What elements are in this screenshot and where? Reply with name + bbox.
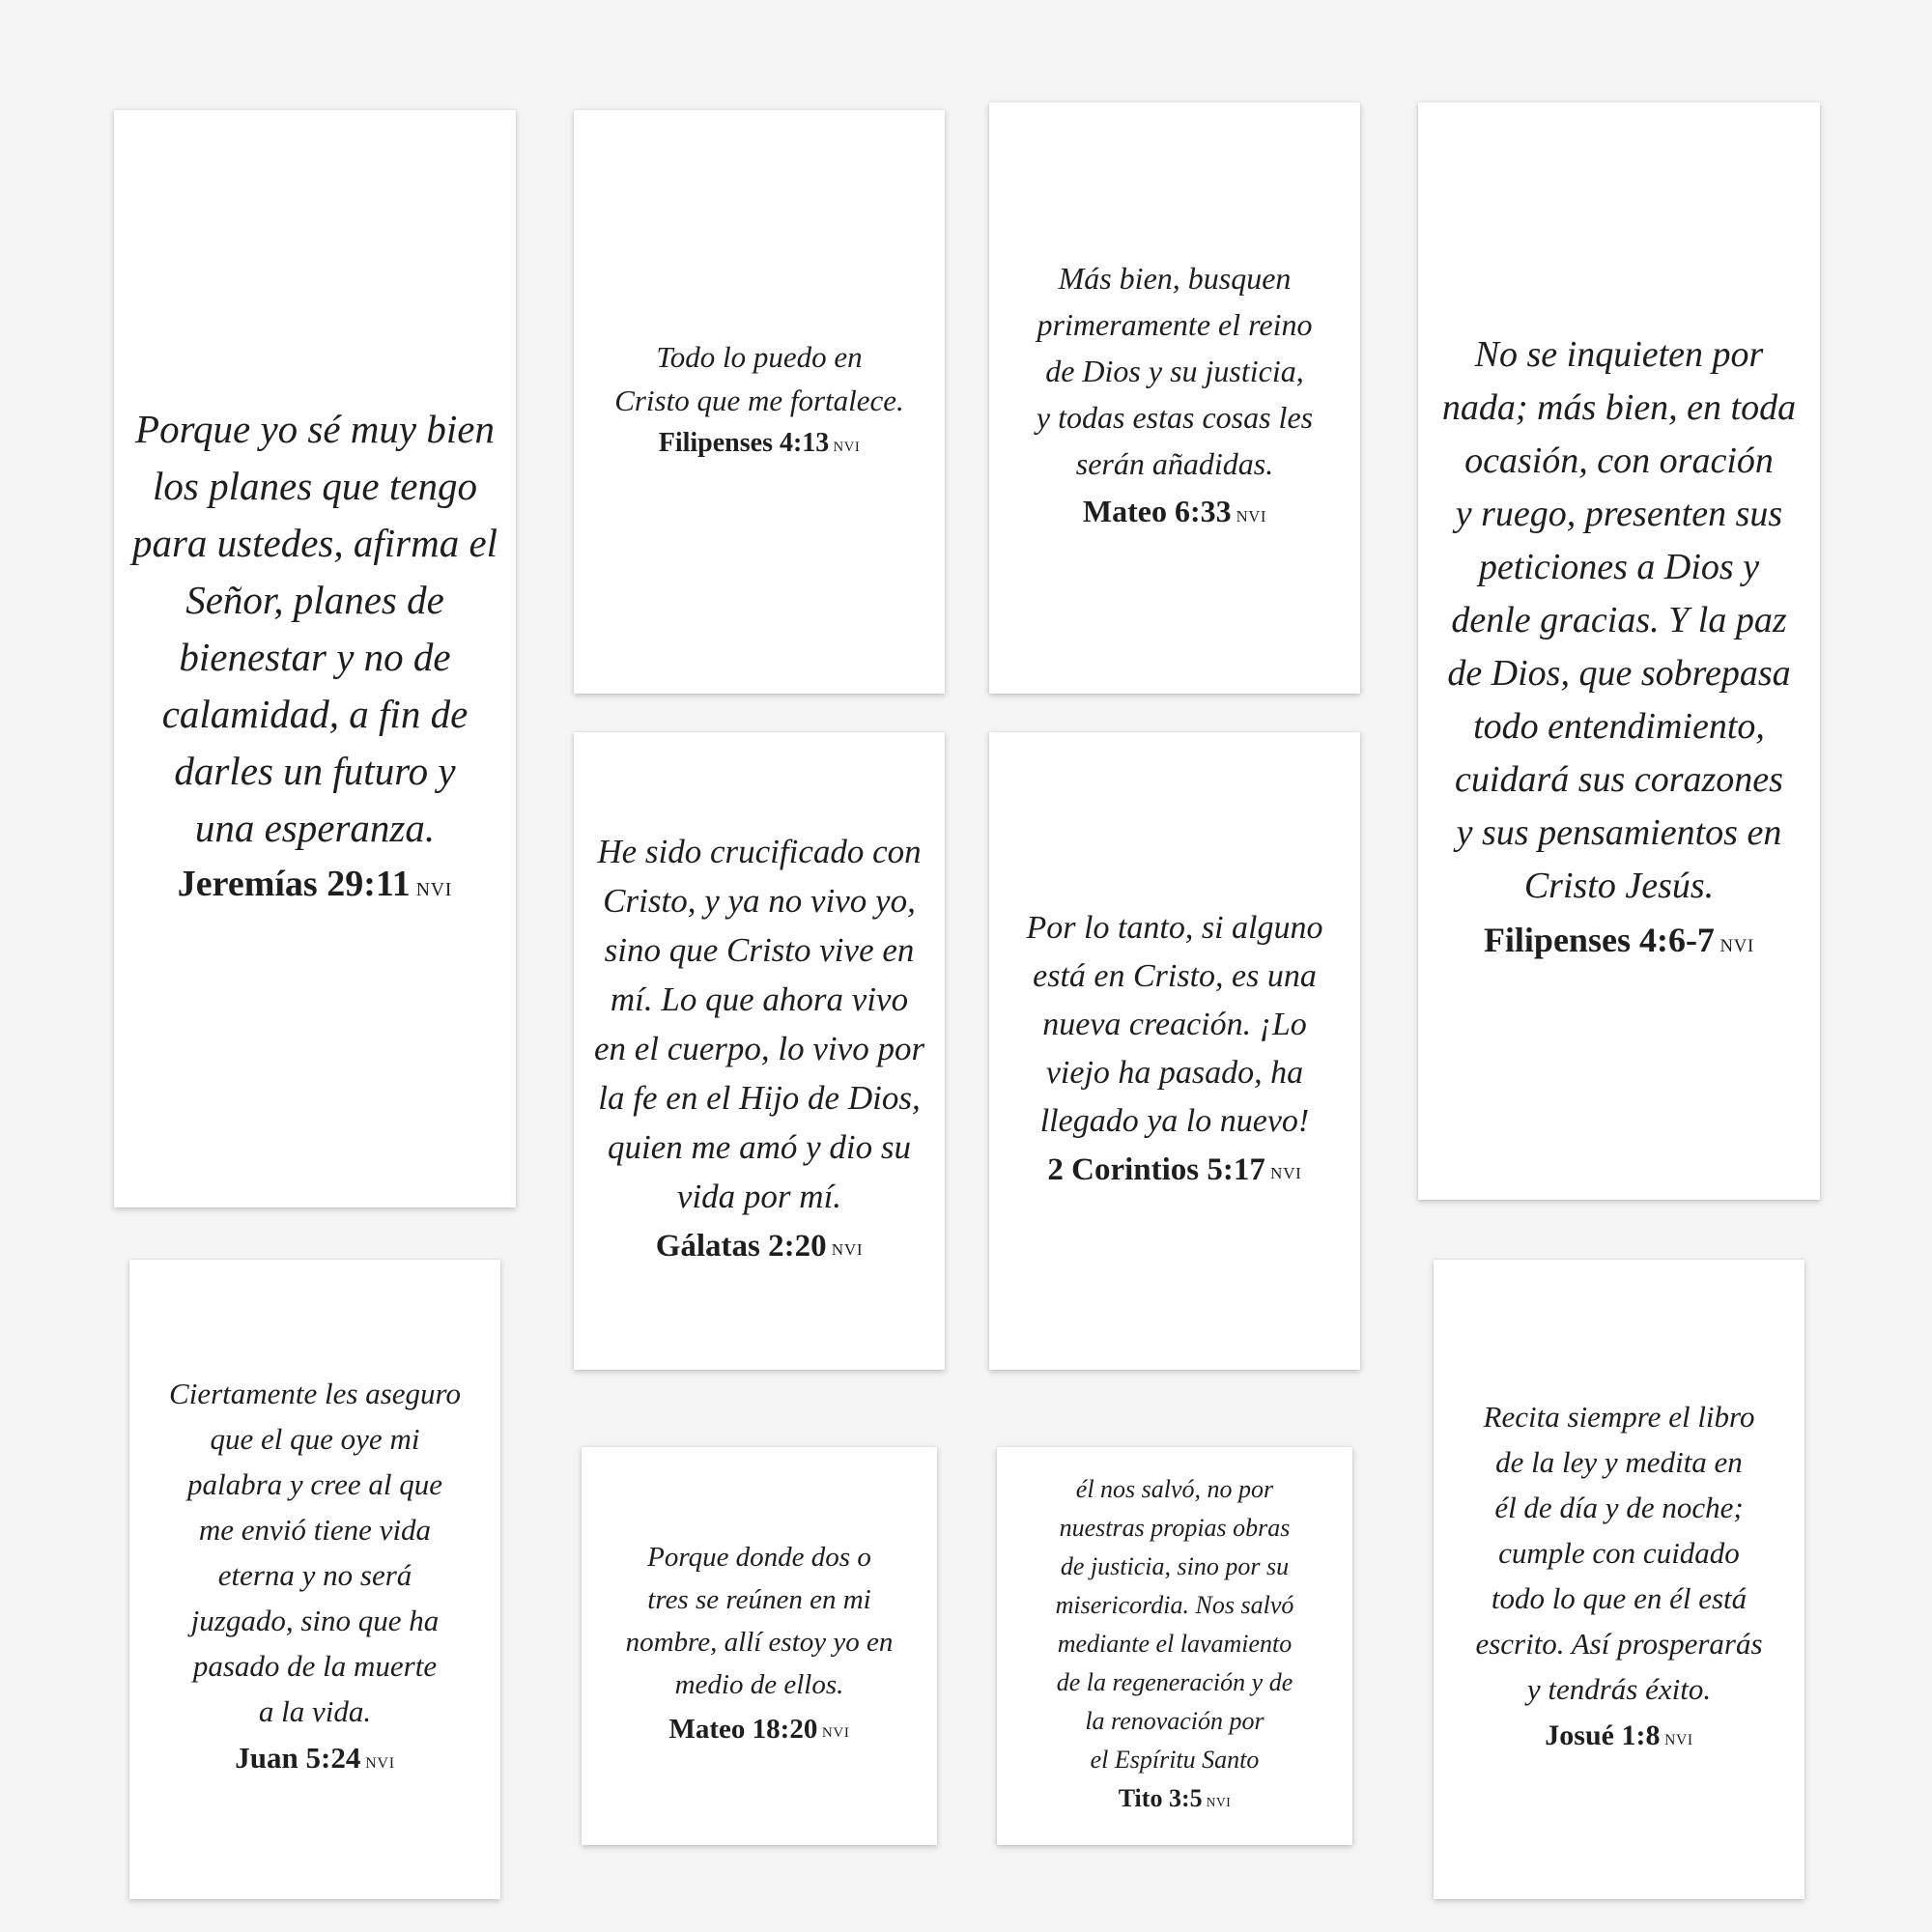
bible-version: NVI <box>831 1240 864 1260</box>
verse-line: eterna y no será <box>217 1558 412 1593</box>
verse-line: él de día y de noche; <box>1494 1491 1744 1525</box>
verse-line: Cristo Jesús. <box>1523 866 1715 907</box>
verse-line: darles un futuro y <box>174 749 456 794</box>
verse-line: el Espíritu Santo <box>1090 1746 1260 1775</box>
reference-text: Juan 5:24 <box>235 1741 361 1776</box>
verse-text <box>1056 1470 1294 1779</box>
verse-line: Ciertamente les aseguro <box>169 1377 461 1411</box>
verse-line: Más bien, busquen <box>1058 261 1292 297</box>
verse-line: y ruego, presenten sus <box>1455 494 1783 535</box>
verse-line: Señor, planes de <box>185 578 444 623</box>
verse-reference <box>1484 913 1754 973</box>
verse-reference <box>656 1221 864 1275</box>
verse-line: todo lo que en él está <box>1491 1581 1747 1616</box>
reference-text: Mateo 18:20 <box>668 1713 818 1745</box>
reference-text: Filipenses 4:13 <box>658 428 830 459</box>
bible-version: NVI <box>1236 506 1267 526</box>
bible-version: NVI <box>1270 1164 1302 1183</box>
verse-line: de Dios, que sobrepasa <box>1447 653 1791 695</box>
verse-line: He sido crucificado con <box>597 832 922 870</box>
verse-line: que el que oye mi <box>210 1422 420 1457</box>
reference-text: Filipenses 4:6-7 <box>1483 921 1715 960</box>
verse-line: él nos salvó, no por <box>1075 1475 1274 1504</box>
bible-version: NVI <box>1206 1794 1232 1809</box>
verse-line: cuidará sus corazones <box>1455 759 1783 801</box>
verse-card-2-corintios-5-17 <box>989 732 1360 1370</box>
verse-line: nueva creación. ¡Lo <box>1042 1006 1307 1042</box>
verse-card-tito-3-5 <box>997 1447 1352 1845</box>
verse-line: está en Cristo, es una <box>1033 957 1317 994</box>
verse-line: para ustedes, afirma el <box>131 521 498 566</box>
reference-text: Jeremías 29:11 <box>177 864 411 905</box>
verse-text <box>1442 328 1796 913</box>
verse-line: serán añadidas. <box>1075 446 1274 482</box>
verse-line: Cristo, y ya no vivo yo, <box>603 881 916 920</box>
verse-line: una esperanza. <box>194 806 436 851</box>
verse-reference <box>1119 1779 1232 1821</box>
verse-card-filipenses-4-13 <box>574 110 945 694</box>
verse-line: Todo lo puedo en <box>656 340 863 375</box>
reference-text: 2 Corintios 5:17 <box>1047 1151 1265 1187</box>
verse-line: y todas estas cosas les <box>1036 400 1314 436</box>
verse-line: ocasión, con oración <box>1464 440 1774 482</box>
verse-text <box>1475 1394 1762 1712</box>
bible-version: NVI <box>365 1754 395 1772</box>
verse-line: nuestras propias obras <box>1059 1514 1291 1543</box>
bible-version: NVI <box>1719 935 1755 956</box>
verse-text <box>1027 904 1323 1146</box>
verse-reference <box>1047 1146 1301 1198</box>
verse-line: Porque donde dos o <box>647 1541 871 1573</box>
verse-line: primeramente el reino <box>1037 307 1313 343</box>
verse-line: de la regeneración y de <box>1056 1668 1293 1697</box>
verse-reference <box>178 857 452 916</box>
verse-reference <box>669 1706 850 1756</box>
bible-version: NVI <box>821 1725 850 1742</box>
verse-reference <box>1545 1712 1692 1764</box>
verse-line: Recita siempre el libro <box>1483 1400 1755 1435</box>
verse-line: mí. Lo que ahora vivo <box>610 980 909 1018</box>
verse-card-juan-5-24 <box>129 1260 500 1899</box>
verse-line: vida por mí. <box>676 1177 842 1215</box>
bible-version: NVI <box>833 439 861 455</box>
verse-card-josue-1-8 <box>1434 1260 1804 1899</box>
verse-card-jeremias-29-11 <box>114 110 516 1208</box>
verse-line: todo entendimiento, <box>1473 706 1765 748</box>
reference-text: Tito 3:5 <box>1118 1784 1203 1813</box>
verse-line: de Dios y su justicia, <box>1045 354 1304 389</box>
bible-version: NVI <box>415 878 453 900</box>
reference-text: Josué 1:8 <box>1545 1719 1661 1752</box>
verse-text <box>169 1371 461 1734</box>
verse-line: y tendrás éxito. <box>1526 1672 1712 1707</box>
verse-line: misericordia. Nos salvó <box>1055 1591 1294 1620</box>
verse-line: nombre, allí estoy yo en <box>625 1626 894 1658</box>
verse-line: Cristo que me fortalece. <box>614 384 904 418</box>
verse-line: tres se reúnen en mi <box>647 1583 871 1615</box>
verse-line: me envió tiene vida <box>198 1513 432 1548</box>
verse-line: nada; más bien, en toda <box>1441 387 1797 429</box>
verse-line: Porque yo sé muy bien <box>135 407 495 452</box>
verse-text <box>626 1536 894 1706</box>
verse-line: palabra y cree al que <box>186 1467 442 1502</box>
reference-text: Mateo 6:33 <box>1082 494 1232 529</box>
reference-text: Gálatas 2:20 <box>655 1228 827 1264</box>
verse-line: a la vida. <box>258 1694 372 1729</box>
verse-line: cumple con cuidado <box>1498 1536 1740 1571</box>
verse-card-mateo-6-33 <box>989 102 1360 694</box>
verse-reference <box>659 422 861 468</box>
verse-reference <box>1083 487 1266 540</box>
verse-line: escrito. Así prosperarás <box>1475 1627 1763 1662</box>
verse-text <box>594 827 924 1221</box>
verse-card-galatas-2-20 <box>574 732 945 1370</box>
verse-line: quien me amó y dio su <box>608 1127 911 1166</box>
verse-reference <box>235 1734 394 1787</box>
verse-line: medio de ellos. <box>674 1668 844 1700</box>
bible-version: NVI <box>1664 1731 1693 1748</box>
verse-line: calamidad, a fin de <box>161 692 469 737</box>
verse-line: llegado ya lo nuevo! <box>1039 1102 1310 1139</box>
verse-line: juzgado, sino que ha <box>190 1604 440 1638</box>
verse-line: peticiones a Dios y <box>1478 547 1760 588</box>
verse-text <box>614 335 904 422</box>
verse-line: mediante el lavamiento <box>1057 1630 1293 1659</box>
verse-line: de justicia, sino por su <box>1060 1552 1290 1581</box>
verse-text <box>132 401 497 857</box>
verse-line: pasado de la muerte <box>192 1649 438 1684</box>
verse-line: Por lo tanto, si alguno <box>1026 909 1323 946</box>
verse-card-filipenses-4-6-7 <box>1418 102 1820 1200</box>
verse-line: y sus pensamientos en <box>1456 812 1782 854</box>
verse-line: sino que Cristo vive en <box>604 930 915 969</box>
verse-line: denle gracias. Y la paz <box>1451 600 1787 641</box>
verse-line: los planes que tengo <box>153 464 477 509</box>
verse-line: bienestar y no de <box>179 635 451 680</box>
verse-line: viejo ha pasado, ha <box>1045 1054 1304 1091</box>
verse-line: de la ley y medita en <box>1495 1445 1743 1480</box>
verse-line: la renovación por <box>1085 1707 1264 1736</box>
verse-line: No se inquieten por <box>1474 334 1764 376</box>
verse-line: la fe en el Hijo de Dios, <box>598 1078 921 1117</box>
verse-line: en el cuerpo, lo vivo por <box>593 1029 925 1067</box>
verse-card-mateo-18-20 <box>582 1447 937 1845</box>
verse-text <box>1037 255 1313 487</box>
